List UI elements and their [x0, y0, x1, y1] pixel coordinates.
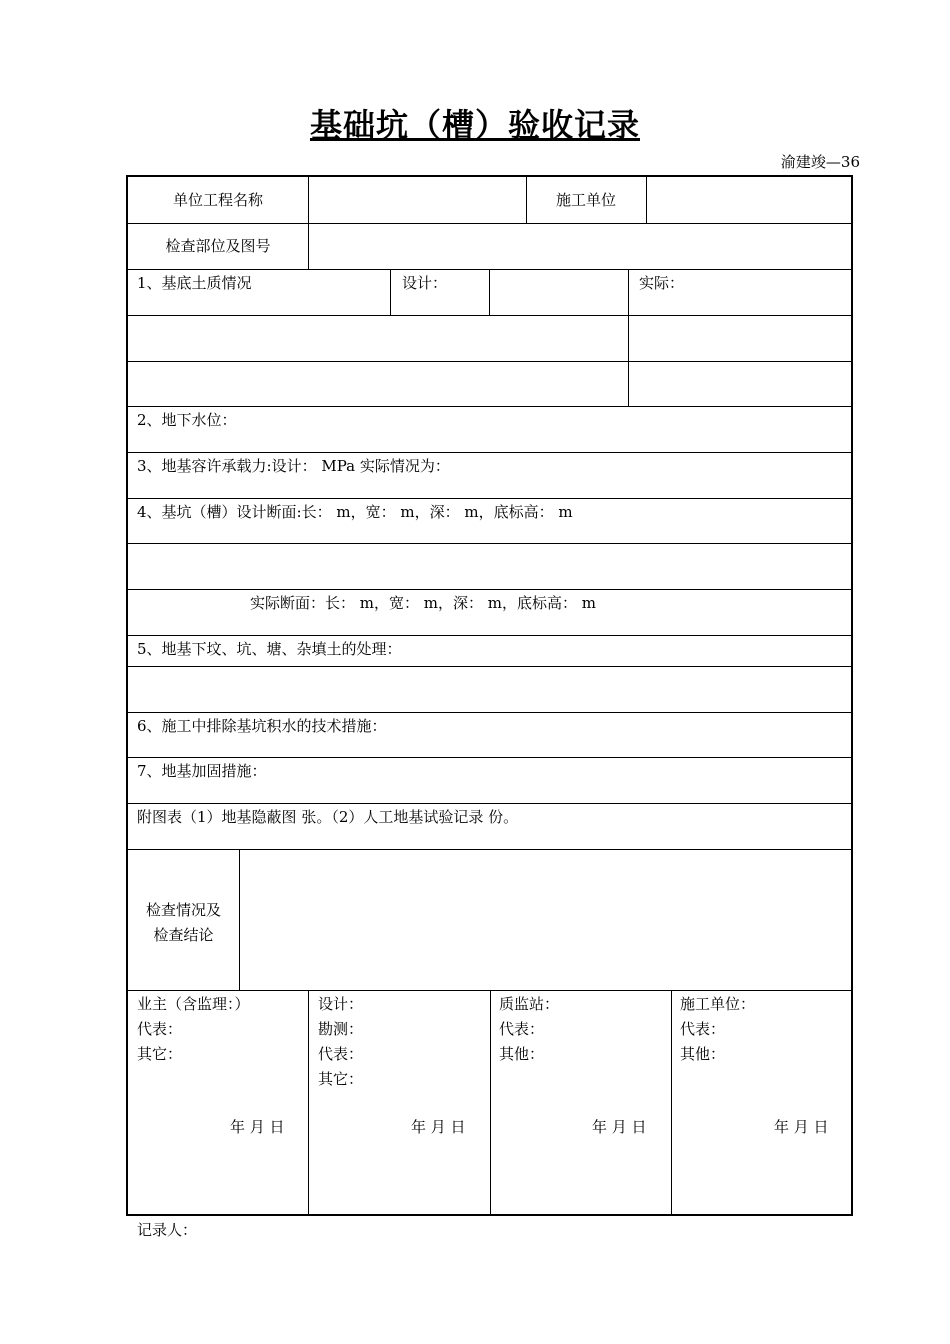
- owner-other-line: 其它：: [137, 1045, 183, 1063]
- design-rep-line: 代表：: [318, 1045, 364, 1063]
- conclusion-label-line-2: 检查结论: [153, 926, 214, 944]
- conclusion-label: [128, 898, 239, 948]
- unit-project-name-field[interactable]: [309, 190, 526, 210]
- quality-station-other-line: 其他：: [499, 1045, 545, 1063]
- page-title: 基础坑（槽）验收记录: [309, 106, 640, 144]
- contractor-date: 年 月 日: [774, 1118, 829, 1136]
- drainage-label: 6、施工中排除基坑积水的技术措施：: [137, 717, 387, 735]
- design-signature-block: [318, 992, 363, 1092]
- bearing-capacity-label: 3、地基容许承载力:设计： MPa 实际情况为：: [137, 457, 450, 475]
- design-label: 设计：: [402, 274, 448, 292]
- design-date: 年 月 日: [411, 1118, 466, 1136]
- quality-station-line: 质监站：: [499, 995, 560, 1013]
- soil-condition-label: 1、基底土质情况: [137, 274, 252, 292]
- quality-station-signature-block: [499, 992, 559, 1067]
- actual-section-label: 实际断面：长： m，宽： m，深： m，底标高： m: [250, 594, 596, 612]
- conclusion-label-line-1: 检查情况及: [145, 901, 221, 919]
- form-number: 渝建竣—36: [780, 153, 860, 171]
- contractor-signature-block: [680, 992, 755, 1067]
- contractor-other-line: 其他：: [680, 1045, 726, 1063]
- design-signature-line: 设计：: [318, 995, 364, 1013]
- construction-unit-label: 施工单位: [555, 191, 616, 209]
- reinforcement-label: 7、地基加固措施：: [137, 762, 267, 780]
- design-section-label: 4、基坑（槽）设计断面:长： m，宽： m，深： m，底标高： m: [137, 503, 573, 521]
- treatment-label: 5、地基下坟、坑、塘、杂填土的处理：: [137, 640, 402, 658]
- quality-station-date: 年 月 日: [592, 1118, 647, 1136]
- inspection-location-field[interactable]: [309, 236, 849, 256]
- owner-signature-line: 业主（含监理：）: [137, 995, 250, 1013]
- recorder-label: 记录人：: [137, 1221, 198, 1239]
- groundwater-label: 2、地下水位：: [137, 411, 237, 429]
- contractor-rep-line: 代表：: [680, 1020, 726, 1038]
- survey-signature-line: 勘测：: [318, 1020, 364, 1038]
- attachments-label: 附图表（1）地基隐蔽图 张。（2）人工地基试验记录 份。: [137, 808, 519, 826]
- design-other-line: 其它：: [318, 1070, 364, 1088]
- unit-project-name-label: 单位工程名称: [172, 191, 263, 209]
- actual-label: 实际：: [639, 274, 685, 292]
- quality-station-rep-line: 代表：: [499, 1020, 545, 1038]
- owner-rep-line: 代表：: [137, 1020, 183, 1038]
- owner-signature-block: [137, 992, 250, 1067]
- owner-date: 年 月 日: [230, 1118, 285, 1136]
- contractor-line: 施工单位：: [680, 995, 756, 1013]
- inspection-form-table: [126, 175, 853, 1216]
- inspection-location-label: 检查部位及图号: [165, 237, 271, 255]
- construction-unit-field[interactable]: [647, 190, 851, 210]
